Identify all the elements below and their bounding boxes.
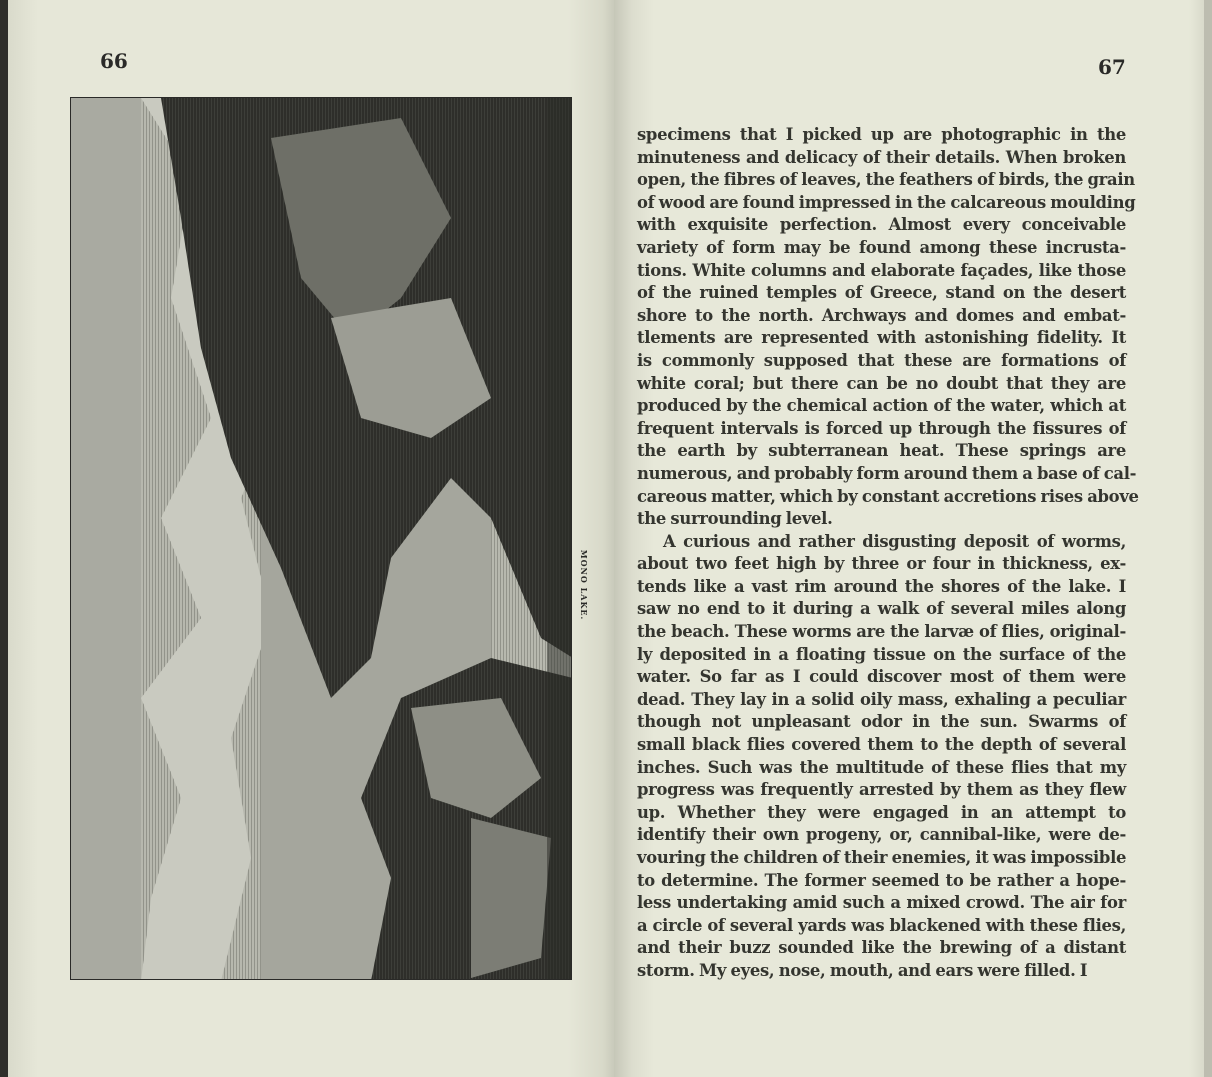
text-line: dead. They lay in a solid oily mass, exhaling a peculiar [637,689,1126,709]
book-edge-left [0,0,8,1077]
text-line: tions. White columns and elaborate façades, like those [637,260,1126,280]
text-line: of wood are found impressed in the calcareous moulding [637,192,1136,212]
text-line: vouring the children of their enemies, it was impossible [637,848,1127,867]
text-line: tends like a vast rim around the shores of the lake. I [637,576,1126,596]
text-line: variety of form may be found among these incrusta- [637,237,1126,257]
text-line: shore to the north. Archways and domes and embat- [637,305,1126,325]
text-line: the beach. These worms are the larvæ of flies, original- [637,622,1126,642]
text-line: the surrounding level. [637,509,833,529]
body-text [637,124,1139,983]
mono-lake-engraving [71,98,572,980]
page-number-right: 67 [1098,55,1126,79]
paragraph [637,124,1139,531]
text-line: produced by the chemical action of the water, which at [637,396,1126,416]
text-line: small black flies covered them to the depth of several [637,735,1126,755]
text-line: inches. Such was the multitude of these flies that my [637,757,1126,777]
text-line: and their buzz sounded like the brewing of a distant [637,938,1126,958]
text-line: a circle of several yards was blackened with these flies, [637,915,1126,935]
text-line: numerous, and probably form around them a base of cal- [637,463,1137,483]
text-line: the earth by subterranean heat. These springs are [637,441,1126,461]
text-line: saw no end to it during a walk of several miles along [637,599,1126,619]
text-line: identify their own progeny, or, cannibal-like, were de- [637,825,1126,845]
text-line: storm. My eyes, nose, mouth, and ears were filled. I [637,960,1088,980]
text-line: specimens that I picked up are photographic in the [637,125,1126,144]
text-line: A curious and rather disgusting deposit of worms, [663,531,1126,551]
text-line: ly deposited in a floating tissue on the surface of the [637,644,1126,664]
illustration-caption: MONO LAKE. [579,549,589,621]
text-line: is commonly supposed that these are formations of [637,350,1126,370]
text-line: though not unpleasant odor in the sun. Swarms of [637,712,1126,732]
text-line: progress was frequently arrested by them as they flew [637,780,1126,800]
book-edge-right [1204,0,1212,1077]
text-line: careous matter, which by constant accretions rises above [637,486,1139,506]
text-line: white coral; but there can be no doubt that they are [637,373,1126,393]
text-line: open, the fibres of leaves, the feathers of birds, the grain [637,170,1135,190]
text-line: with exquisite perfection. Almost every conceivable [637,215,1126,235]
text-line: of the ruined temples of Greece, stand on the desert [637,283,1126,303]
paragraph [637,531,1126,983]
page-number-left: 66 [100,49,128,73]
text-line: water. So far as I could discover most of them were [637,667,1126,687]
text-line: frequent intervals is forced up through the fissures of [637,418,1126,438]
text-line: up. Whether they were engaged in an attempt to [637,802,1126,822]
text-line: minuteness and delicacy of their details. When broken [637,147,1126,167]
text-line: about two feet high by three or four in thickness, ex- [637,554,1126,574]
engraving-illustration [70,97,572,980]
text-line: to determine. The former seemed to be rather a hope- [637,870,1126,890]
text-line: tlements are represented with astonishing fidelity. It [637,328,1126,348]
text-line: less undertaking amid such a mixed crowd. The air for [637,893,1126,913]
